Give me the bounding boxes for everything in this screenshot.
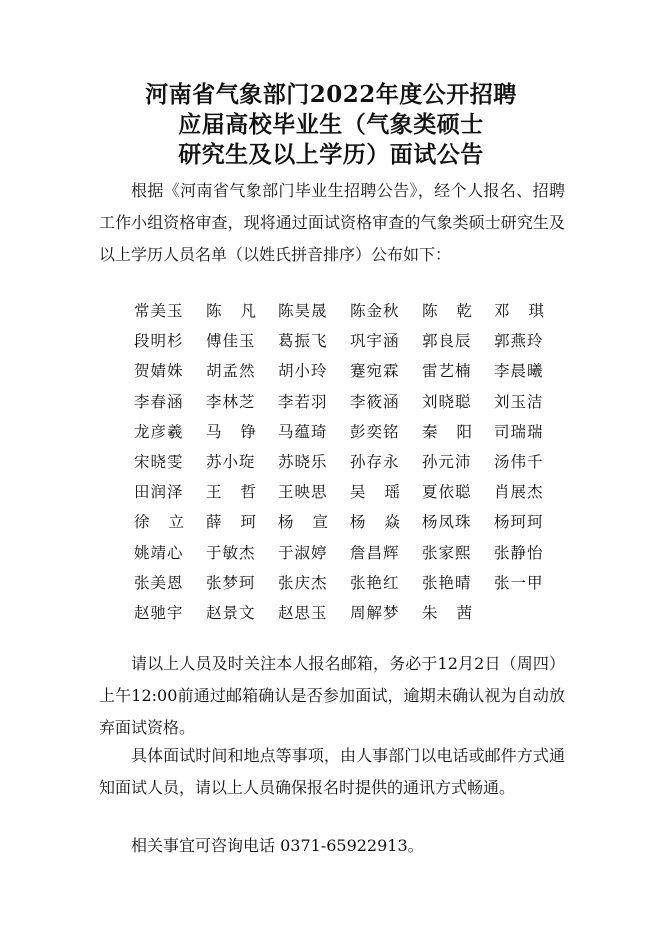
candidate-name: 于敏杰 bbox=[206, 543, 256, 562]
candidate-name: 马蕴琦 bbox=[278, 422, 328, 441]
candidate-name: 王映思 bbox=[278, 483, 328, 502]
candidate-name: 杨珂珂 bbox=[494, 513, 544, 532]
candidate-name-list bbox=[134, 296, 566, 628]
candidate-name: 孙存永 bbox=[350, 452, 400, 471]
candidate-name: 薛 珂 bbox=[206, 513, 256, 532]
interview-arrangement-paragraph: 具体面试时间和地点等事项，由人事部门以电话或邮件方式通知面试人员，请以上人员确保报名时提供的通讯方式畅通。 bbox=[99, 746, 565, 797]
candidate-name: 蹇宛霖 bbox=[350, 362, 400, 381]
candidate-name: 巩宇涵 bbox=[350, 332, 400, 351]
candidate-name: 张静怡 bbox=[494, 543, 544, 562]
candidate-name: 刘晓聪 bbox=[422, 392, 472, 411]
candidate-name: 胡孟然 bbox=[206, 362, 256, 381]
candidate-name: 张美恩 bbox=[134, 573, 184, 592]
candidate-name: 于淑婷 bbox=[278, 543, 328, 562]
candidate-name: 吴 瑶 bbox=[350, 483, 400, 502]
candidate-name: 张庆杰 bbox=[278, 573, 328, 592]
candidate-name: 赵驰宇 bbox=[134, 603, 184, 622]
candidate-name: 陈 凡 bbox=[206, 302, 256, 320]
candidate-name: 肖展杰 bbox=[494, 483, 544, 502]
candidate-name: 张一甲 bbox=[494, 573, 544, 592]
title-line-3: 研究生及以上学历）面试公告 bbox=[178, 141, 484, 168]
candidate-name: 雷艺楠 bbox=[422, 362, 472, 381]
candidate-name: 常美玉 bbox=[134, 302, 184, 320]
title-line-1: 河南省气象部门2022年度公开招聘 bbox=[145, 81, 517, 108]
candidate-name: 朱 茜 bbox=[422, 603, 472, 622]
candidate-name: 孙元沛 bbox=[422, 452, 472, 471]
candidate-name: 陈 乾 bbox=[422, 302, 472, 320]
candidate-name: 张家熙 bbox=[422, 543, 472, 562]
candidate-name: 胡小玲 bbox=[278, 362, 328, 381]
candidate-name: 詹昌辉 bbox=[350, 543, 400, 562]
candidate-name: 傅佳玉 bbox=[206, 332, 256, 351]
candidate-name: 苏小琁 bbox=[206, 452, 256, 471]
candidate-name: 汤伟千 bbox=[494, 452, 544, 471]
candidate-name: 赵思玉 bbox=[278, 603, 328, 622]
candidate-name: 张艳红 bbox=[350, 573, 400, 592]
candidate-name: 贺婧姝 bbox=[134, 362, 184, 381]
candidate-name: 陈昊晟 bbox=[278, 302, 328, 320]
candidate-name: 李林芝 bbox=[206, 392, 256, 411]
candidate-name: 杨凤珠 bbox=[422, 513, 472, 532]
intro-paragraph: 根据《河南省气象部门毕业生招聘公告》，经个人报名、招聘工作小组资格审查，现将通过面试资格审查的气象类硕士研究生及以上学历人员名单（以姓氏拼音排序）公布如下： bbox=[99, 181, 565, 264]
candidate-name: 张梦珂 bbox=[206, 573, 256, 592]
candidate-name: 徐 立 bbox=[134, 513, 184, 532]
candidate-name: 田润泽 bbox=[134, 483, 184, 502]
candidate-name: 杨 宣 bbox=[278, 513, 328, 532]
confirmation-paragraph: 请以上人员及时关注本人报名邮箱，务必于12月2日（周四）上午12:00前通过邮箱确认是否参加面试，逾期未确认视为自动放弃面试资格。 bbox=[99, 654, 565, 737]
candidate-name: 杨 焱 bbox=[350, 513, 400, 532]
candidate-name: 秦 阳 bbox=[422, 422, 472, 441]
candidate-name: 段明杉 bbox=[134, 332, 184, 351]
candidate-name: 葛振飞 bbox=[278, 332, 328, 351]
candidate-name: 司瑞瑞 bbox=[494, 422, 544, 441]
candidate-name: 姚靖心 bbox=[134, 543, 184, 562]
candidate-name: 马 铮 bbox=[206, 422, 256, 441]
candidate-name: 彭奕铭 bbox=[350, 422, 400, 441]
candidate-name: 刘玉洁 bbox=[494, 392, 544, 411]
candidate-name: 宋晓雯 bbox=[134, 452, 184, 471]
candidate-name: 陈金秋 bbox=[350, 302, 400, 320]
candidate-name: 龙彦羲 bbox=[134, 422, 184, 441]
candidate-name: 夏依聪 bbox=[422, 483, 472, 502]
candidate-name: 王 哲 bbox=[206, 483, 256, 502]
candidate-name: 李筱涵 bbox=[350, 392, 400, 411]
candidate-name: 周解梦 bbox=[350, 603, 400, 622]
contact-paragraph: 相关事宜可咨询电话 0371-65922913。 bbox=[131, 836, 424, 855]
candidate-name: 苏晓乐 bbox=[278, 452, 328, 471]
notice-title bbox=[0, 80, 662, 170]
candidate-name: 赵景文 bbox=[206, 603, 256, 622]
candidate-name: 郭燕玲 bbox=[494, 332, 544, 351]
candidate-name: 李若羽 bbox=[278, 392, 328, 411]
title-line-2: 应届高校毕业生（气象类硕士 bbox=[178, 111, 484, 138]
candidate-name: 李春涵 bbox=[134, 392, 184, 411]
candidate-name: 李晨曦 bbox=[494, 362, 544, 381]
candidate-name: 邓 琪 bbox=[494, 302, 544, 320]
candidate-name: 张艳晴 bbox=[422, 573, 472, 592]
candidate-name: 郭良辰 bbox=[422, 332, 472, 351]
